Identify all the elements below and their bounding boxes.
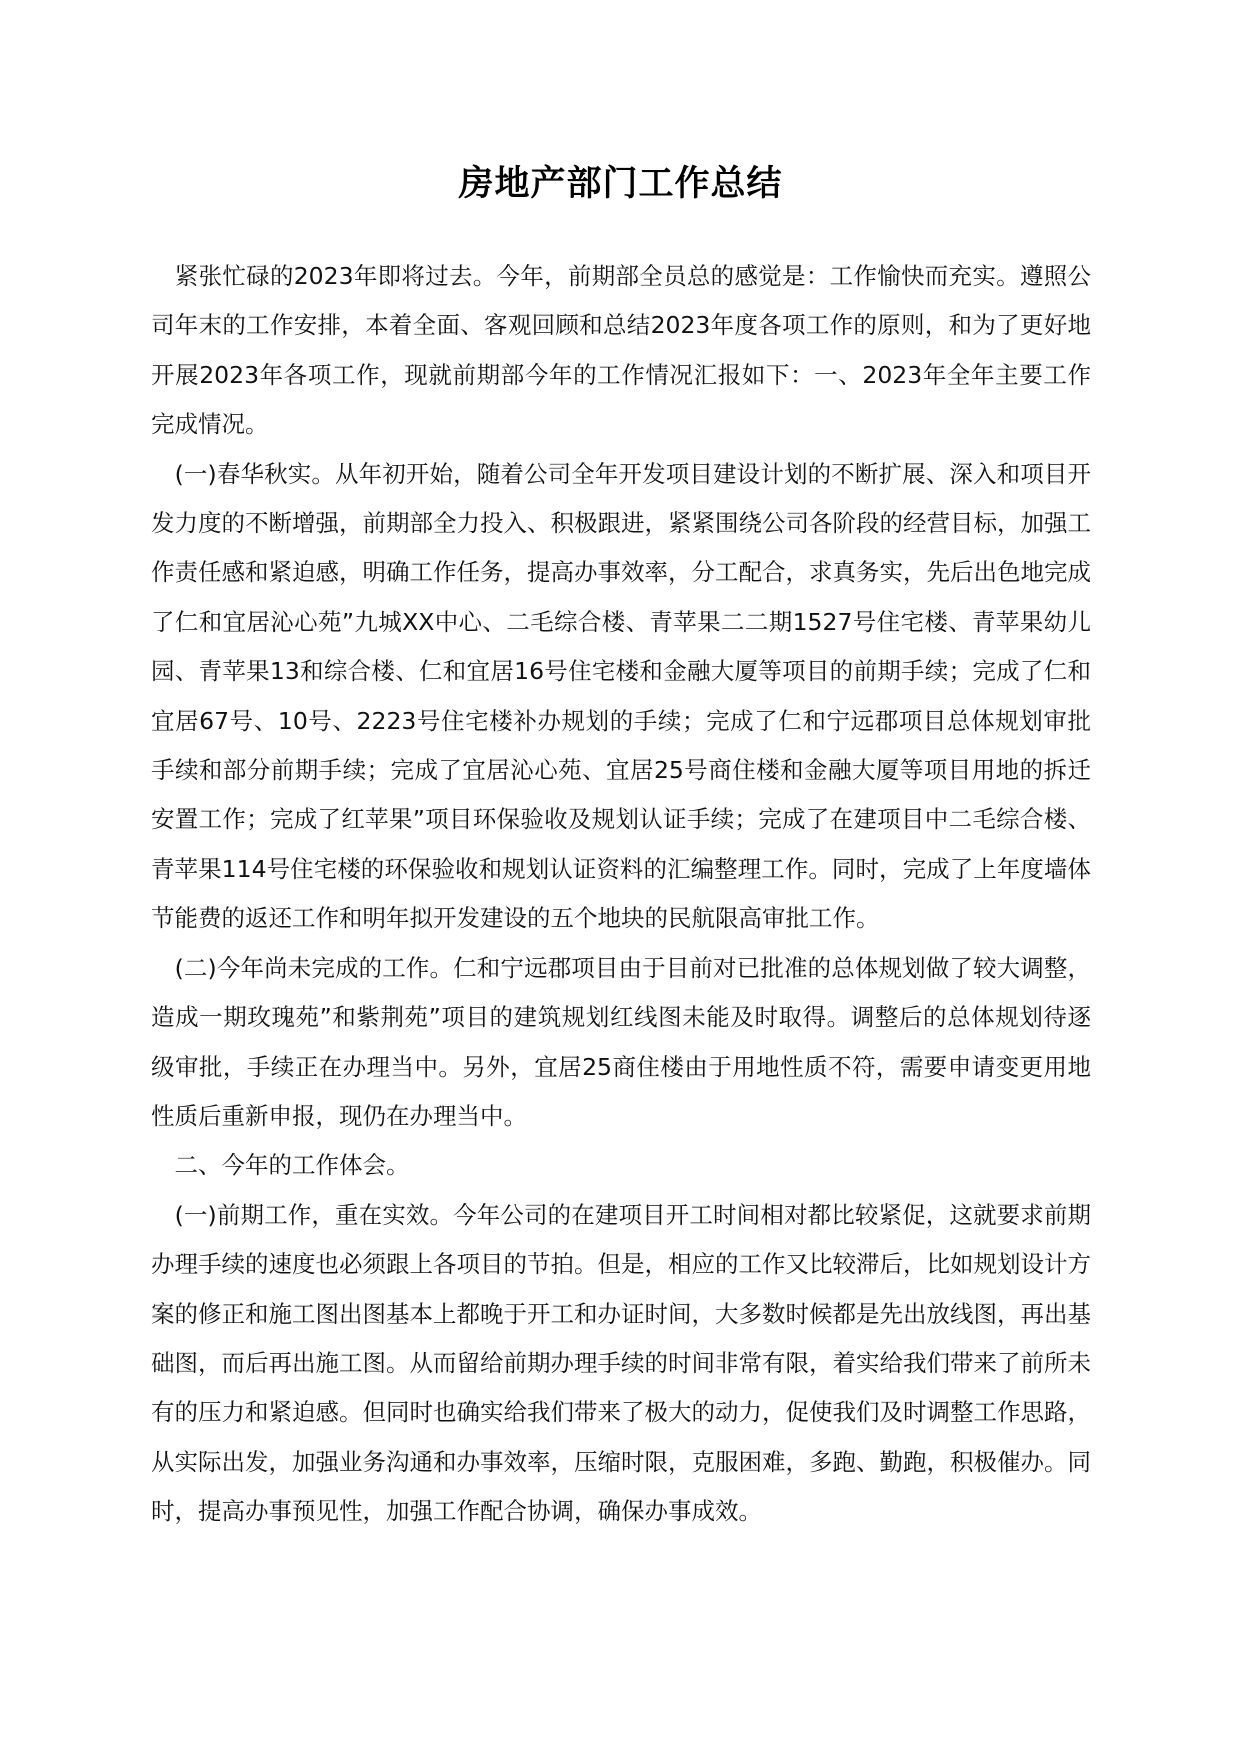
document-title: 房地产部门工作总结 [458,164,783,204]
paragraph-completed-work: (一)春华秋实。从年初开始，随着公司全年开发项目建设计划的不断扩展、深入和项目开发力度的不断增强，前期部全力投入、积极跟进，紧紧围绕公司各阶段的经营目标，加强工作责任感和紧迫感，明确工作任务，提高办事效率，分工配合，求真务实，先后出色地完成了仁和宜居沁心苑”九城XX中心、二毛综合楼、青苹果二二期1527号住宅楼、青苹果幼儿园、青苹果13和综合楼、仁和宜居16号住宅楼和金融大厦等项目的前期手续；完成了仁和宜居67号、10号、2223号住宅楼补办规划的手续；完成了仁和宁远郡项目总体规划审批手续和部分前期手续；完成了宜居沁心苑、宜居25号商住楼和金融大厦等项目用地的拆迁安置工作；完成了红苹果”项目环保验收及规划认证手续；完成了在建项目中二毛综合楼、青苹果114号住宅楼的环保验收和规划认证资料的汇编整理工作。同时，完成了上年度墙体节能费的返还工作和明年拟开发建设的五个地块的民航限高审批工作。 [151,459,1091,933]
section-heading-experience: 二、今年的工作体会。 [151,1151,410,1180]
paragraph-intro: 紧张忙碌的2023年即将过去。今年，前期部全员总的感觉是：工作愉快而充实。遵照公司年末的工作安排，本着全面、客观回顾和总结2023年度各项工作的原则，和为了更好地开展2023年各项工作，现就前期部今年的工作情况汇报如下：一、2023年全年主要工作完成情况。 [151,262,1091,439]
document-body [151,252,1091,1537]
paragraph-experience-one: (一)前期工作，重在实效。今年公司的在建项目开工时间相对都比较紧促，这就要求前期办理手续的速度也必须跟上各项目的节拍。但是，相应的工作又比较滞后，比如规划设计方案的修正和施工图出图基本上都晚于开工和办证时间，大多数时候都是先出放线图，再出基础图，而后再出施工图。从而留给前期办理手续的时间非常有限，着实给我们带来了前所未有的压力和紧迫感。但同时也确实给我们带来了极大的动力，促使我们及时调整工作思路，从实际出发，加强业务沟通和办事效率，压缩时限，克服困难，多跑、勤跑，积极催办。同时，提高办事预见性，加强工作配合协调，确保办事成效。 [151,1200,1091,1526]
paragraph-unfinished-work: (二)今年尚未完成的工作。仁和宁远郡项目由于目前对已批准的总体规划做了较大调整，造成一期玫瑰苑”和紫荆苑”项目的建筑规划红线图未能及时取得。调整后的总体规划待逐级审批，手续正在办理当中。另外，宜居25商住楼由于用地性质不符，需要申请变更用地性质后重新申报，现仍在办理当中。 [151,953,1091,1130]
